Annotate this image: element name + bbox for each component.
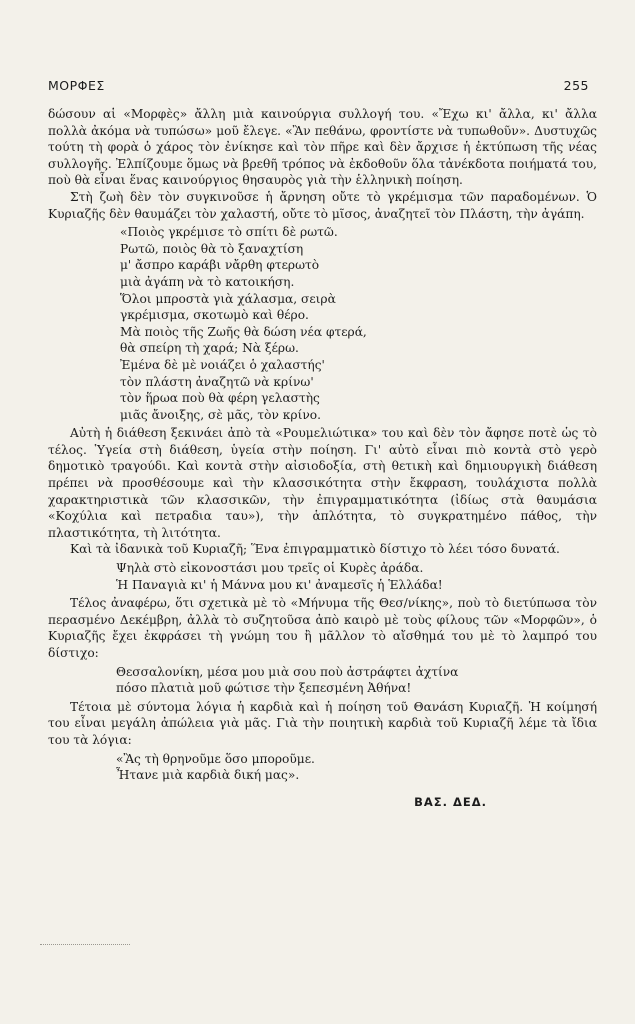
poem-line: τὸν πλάστη ἀναζητῶ νὰ κρίνω' [120,374,314,389]
paragraph: Τέλος ἀναφέρω, ὅτι σχετικὰ μὲ τὸ «Μήνυμα τῆς Θεσ/νίκης», ποὺ τὸ διετύπωσα τὸν περασμένο Δεκέμβρη, ἀλλὰ τὸ συζητοῦσα ἀπὸ καιρὸ μὲ τοὺς φίλους τῶν «Μορφῶν», ὁ Κυριαζῆς ἔχει ἐκφράσει τὴ γνώμη του ἢ μᾶλλον τὸ αἴσθημά του μὲ τὸ λαμπρό του δίστιχο: [48,596,597,660]
poem-line: πόσο πλατιὰ μοῦ φώτισε τὴν ξεπεσμένη Ἀθήνα! [116,681,412,696]
poem-line: μιᾶς ἄνοιξης, σὲ μᾶς, τὸν κρίνο. [120,407,321,422]
paragraph: Στὴ ζωὴ δὲν τὸν συγκινοῦσε ἡ ἄρνηση οὔτε τὸ γκρέμισμα τῶν παραδομένων. Ὁ Κυριαζῆς δὲν θαυμάζει τὸν χαλαστή, οὔτε τὸ μῖσος, ἀναζητεῖ τὸν Πλάστη, τὴν ἀγάπη. [48,189,597,221]
page-number: 255 [563,78,589,93]
poem-line: θὰ σπείρη τὴ χαρά; Νὰ ξέρω. [120,341,299,356]
journal-title: ΜΟΡΦΕΣ [48,78,105,93]
poem-line: μιὰ ἀγάπη νὰ τὸ κατοικήση. [120,274,295,289]
poem-line: Ρωτῶ, ποιὸς θὰ τὸ ξαναχτίση [120,241,304,256]
poem-line: Ψηλὰ στὸ εἰκονοστάσι μου τρεῖς οἱ Κυρὲς ἀράδα. [116,561,424,576]
article-body [48,106,597,810]
paragraph: Αὐτὴ ἡ διάθεση ξεκινάει ἀπὸ τὰ «Ρουμελιώτικα» του καὶ δὲν τὸν ἄφησε ποτὲ ὡς τὸ τέλος. Ὑγεία στὴ διάθεση, ὑγεία στὴν ποίηση. Γι' αὐτὸ εἶναι πιὸ κοντὰ στὸ γερὸ δημοτικὸ τραγούδι. Καὶ κοντὰ στὴν αἰσιοδοξία, στὴ θετικὴ καὶ δημιουργικὴ διάθεση πρέπει νὰ προσθέσουμε καὶ τὴν κλασσικότητα στὴν ἔκφραση, τουλάχιστα πολλὰ χαρακτηριστικὰ τῶν κλασσικῶν, τὴν ἐπιγραμματικότητα (ἰδίως στὰ θαυμάσια «Κοχύλια καὶ πετραδια ταυ»), τὴν ἁπλότητα, τὸ συγκρατημένο πάθος, τὴν πλαστικότητα, τὴ λιτότητα. [48,426,597,540]
poem-line: Ἦτανε μιὰ καρδιὰ δική μας». [116,768,300,783]
paragraph: δώσουν αἱ «Μορφὲς» ἄλλη μιὰ καινούργια συλλογή του. «Ἔχω κι' ἄλλα, κι' ἄλλα πολλὰ ἀκόμα νὰ τυπώσω» μοῦ ἔλεγε. «Ἂν πεθάνω, φροντίστε νὰ τυπωθοῦν». Δυστυχῶς τούτη τὴ φορὰ ὁ χάρος τὸν ἐνίκησε καὶ τὸν πῆρε καὶ δὲν ἄρχισε ἡ ἐκτύπωση τῆς νέας συλλογῆς. Ἐλπίζουμε ὅμως νὰ βρεθῆ τρόπος νὰ ἐκδοθοῦν ὅλα τἀνέκδοτα ποιήματά του, ποὺ θὰ εἶναι ἕνας καινούργιος θησαυρὸς γιὰ τὴν ἑλληνικὴ ποίηση. [48,107,597,188]
author-signature: ΒΑΣ. ΔΕΔ. [414,794,487,809]
poem-line: Θεσσαλονίκη, μέσα μου μιὰ σου ποὺ ἀστράφτει ἀχτίνα [116,664,459,679]
poem-line: μ' ἄσπρο καράβι νἄρθη φτερωτὸ [120,258,320,273]
poem-line: Ἡ Παναγιὰ κι' ἡ Μάννα μου κι' ἀναμεσῖς ἡ Ἑλλάδα! [116,577,443,592]
poem-line: Ὅλοι μπροστὰ γιὰ χάλασμα, σειρὰ [120,291,336,306]
running-header [48,78,597,93]
distich-thessaloniki [116,664,597,697]
poem-line: Μὰ ποιὸς τῆς Ζωῆς θὰ δώση νέα φτερά, [120,324,367,339]
poem-quote [120,224,597,423]
poem-line: γκρέμισμα, σκοτωμὸ καὶ θέρο. [120,308,309,323]
paragraph: Τέτοια μὲ σύντομα λόγια ἡ καρδιὰ καὶ ἡ ποίηση τοῦ Θανάση Κυριαζῆ. Ἡ κοίμησή του εἶναι μεγάλη ἀπώλεια γιὰ μᾶς. Γιὰ τὴν ποιητικὴ καρδιὰ τοῦ Κυριαζῆ λέμε τὰ ἴδια του τὰ λόγια: [48,699,597,747]
poem-line: «Ἂς τὴ θρηνοῦμε ὅσο μποροῦμε. [116,751,315,766]
distich-ideals [116,560,597,593]
closing-quote [116,751,597,784]
poem-line: «Ποιὸς γκρέμισε τὸ σπίτι δὲ ρωτῶ. [120,225,338,240]
poem-line: τὸν ἥρωα ποὺ θὰ φέρη γελαστὴς [120,391,320,406]
footer-rule [40,944,130,945]
poem-line: Ἐμένα δὲ μὲ νοιάζει ὁ χαλαστής' [120,357,325,372]
paragraph: Καὶ τὰ ἰδανικὰ τοῦ Κυριαζῆ; Ἕνα ἐπιγραμματικὸ δίστιχο τὸ λέει τόσο δυνατά. [70,542,560,557]
